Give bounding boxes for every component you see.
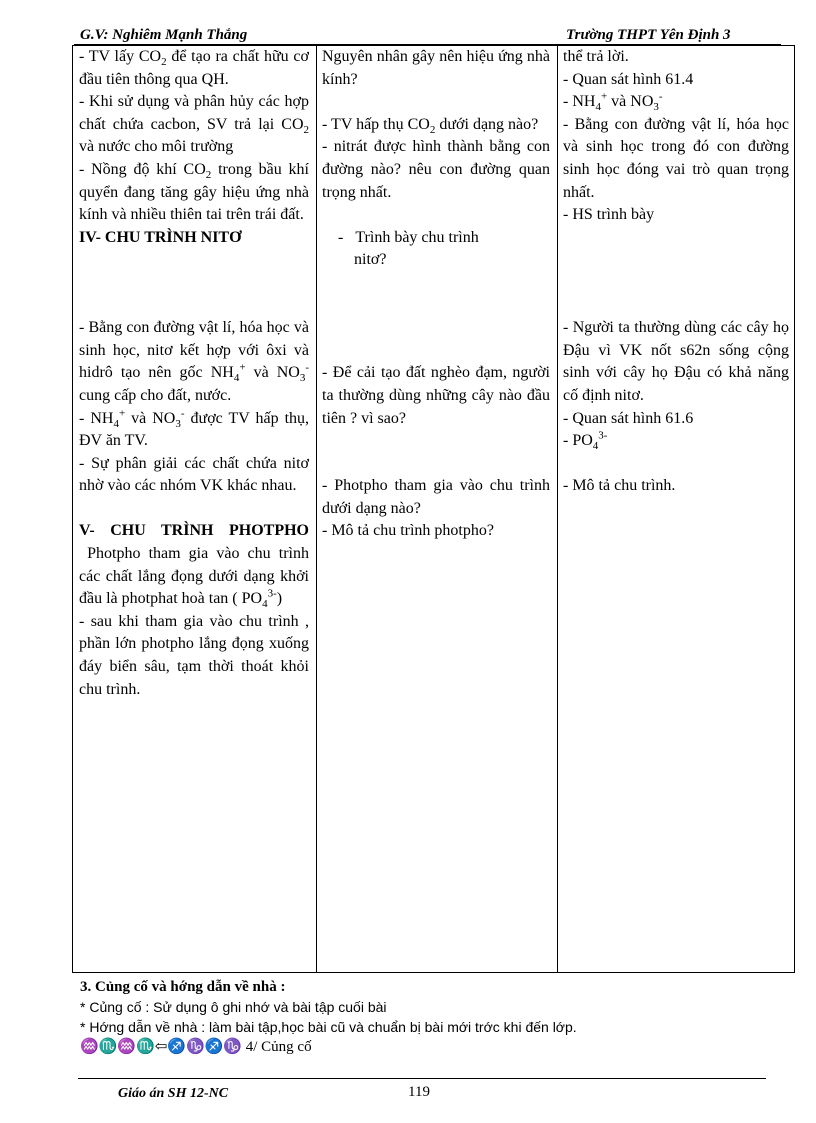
cell-paragraph <box>322 272 550 295</box>
column-divider <box>557 46 558 972</box>
cell-paragraph: Nguyên nhân gây nên hiệu ứng nhà kính? <box>322 48 550 88</box>
cell-paragraph: - HS trình bày <box>563 206 655 224</box>
cell-paragraph: - $NH_4^+$ và $NO_3^-$ được TV hấp thụ, ĐV ăn TV. <box>79 407 310 450</box>
cell-paragraph <box>79 249 309 272</box>
cell-paragraph <box>322 317 550 340</box>
consolidation-line: * Củng cố : Sử dụng ô ghi nhớ và bài tập cuối bài <box>80 999 387 1015</box>
cell-paragraph: thể trả lời. <box>563 48 629 65</box>
content-column <box>79 46 309 701</box>
cell-paragraph: - Quan sát hình 61.4 <box>563 70 694 88</box>
cell-paragraph <box>563 453 789 476</box>
cell-paragraph: - Photpho tham gia vào chu trình dưới dạng nào? <box>322 477 550 517</box>
cell-paragraph <box>79 295 309 318</box>
lesson-table <box>72 45 795 973</box>
consolidation-section <box>80 977 577 1057</box>
teacher-activity-column <box>322 46 550 543</box>
cell-paragraph: - Bằng con đường vật lí, hóa học và sinh học, nitơ kết hợp với ôxi và hidrô tạo nên gốc $NH_4^+$ và $NO_3^-$ cung cấp cho đất, nước. <box>79 319 309 404</box>
cell-paragraph <box>563 272 789 295</box>
cell-paragraph: Photpho tham gia vào chu trình các chất lắng đọng dưới dạng khởi đầu là photphat hoà tan ( $PO_4^{3-}$) <box>79 545 309 611</box>
cell-paragraph: - Trình bày chu trình nitơ? <box>322 228 479 269</box>
cell-paragraph <box>322 340 550 363</box>
cell-paragraph: - Mô tả chu trình photpho? <box>322 522 494 540</box>
cell-paragraph: - sau khi tham gia vào chu trình , phần lớn photpho lắng đọng xuống đáy biển sâu, tạm thời thoát khỏi chu trình. <box>79 612 309 698</box>
footer-title: Giáo án SH 12-NC <box>118 1086 229 1101</box>
cell-paragraph <box>563 295 789 318</box>
cell-paragraph: - $PO_4^{3-}$ <box>563 429 608 453</box>
cell-paragraph <box>79 498 309 521</box>
student-activity-column <box>563 46 789 498</box>
cell-paragraph <box>563 249 789 272</box>
cell-paragraph: - Quan sát hình 61.6 <box>563 409 694 427</box>
header-school-name: Trường THPT Yên Định 3 <box>566 27 731 43</box>
cell-paragraph <box>322 453 550 476</box>
cell-paragraph: - nitrát được hình thành bằng con đường nào? nêu con đường quan trọng nhất. <box>322 138 550 201</box>
cell-paragraph: - Người ta thường dùng các cây họ Đậu vì VK nốt s62n sống cộng sinh với cây họ Đậu có khả năng cố định nitơ. <box>563 319 789 404</box>
cell-paragraph: - Để cải tạo đất nghèo đạm, người ta thường dùng những cây nào đầu tiên ? vì sao? <box>322 364 550 427</box>
footer-divider <box>78 1078 766 1079</box>
cell-paragraph: V- CHU TRÌNH PHOTPHO <box>79 522 309 540</box>
page-number: 119 <box>408 1084 430 1100</box>
cell-paragraph: IV- CHU TRÌNH NITƠ <box>79 228 242 246</box>
homework-line: * Hớng dẫn về nhà : làm bài tập,học bài cũ và chuẩn bị bài mới trớc khi đến lớp. <box>80 1019 577 1035</box>
cell-paragraph <box>322 204 550 227</box>
cell-paragraph: - TV hấp thụ $CO_2$ dưới dạng nào? <box>322 115 539 136</box>
column-divider <box>316 46 317 972</box>
symbol-line: ♒♏♒♏⇦♐♑♐♑ 4/ Củng cố <box>80 1039 312 1055</box>
cell-paragraph <box>563 227 789 250</box>
cell-paragraph: - $NH_4^+$ và $NO_3^-$ <box>563 90 663 114</box>
cell-paragraph <box>322 430 550 453</box>
cell-paragraph: - Sự phân giải các chất chứa nitơ nhờ vào các nhóm VK khác nhau. <box>79 454 309 495</box>
cell-paragraph <box>322 295 550 318</box>
cell-paragraph: - Nồng độ khí $CO_2$ trong bầu khí quyển đang tăng gây hiệu ứng nhà kính và nhiều thiên tai trên trái đất. <box>79 160 309 224</box>
header-teacher-name: G.V: Nghiêm Mạnh Thắng <box>80 27 248 43</box>
cell-paragraph: - Bằng con đường vật lí, hóa học và sinh học trong đó con đường sinh học đóng vai trò quan trọng nhất. <box>563 115 789 201</box>
cell-paragraph: - Mô tả chu trình. <box>563 477 676 495</box>
cell-paragraph <box>79 272 309 295</box>
cell-paragraph: - Khi sử dụng và phân hủy các hợp chất chứa cacbon, SV trả lại $CO_2$ và nước cho môi trường <box>79 93 309 156</box>
cell-paragraph <box>322 91 550 114</box>
cell-paragraph: - TV lấy $CO_2$ để tạo ra chất hữu cơ đầu tiên thông qua QH. <box>79 48 309 88</box>
consolidation-heading: 3. Củng cố và hớng dẫn về nhà : <box>80 979 286 995</box>
